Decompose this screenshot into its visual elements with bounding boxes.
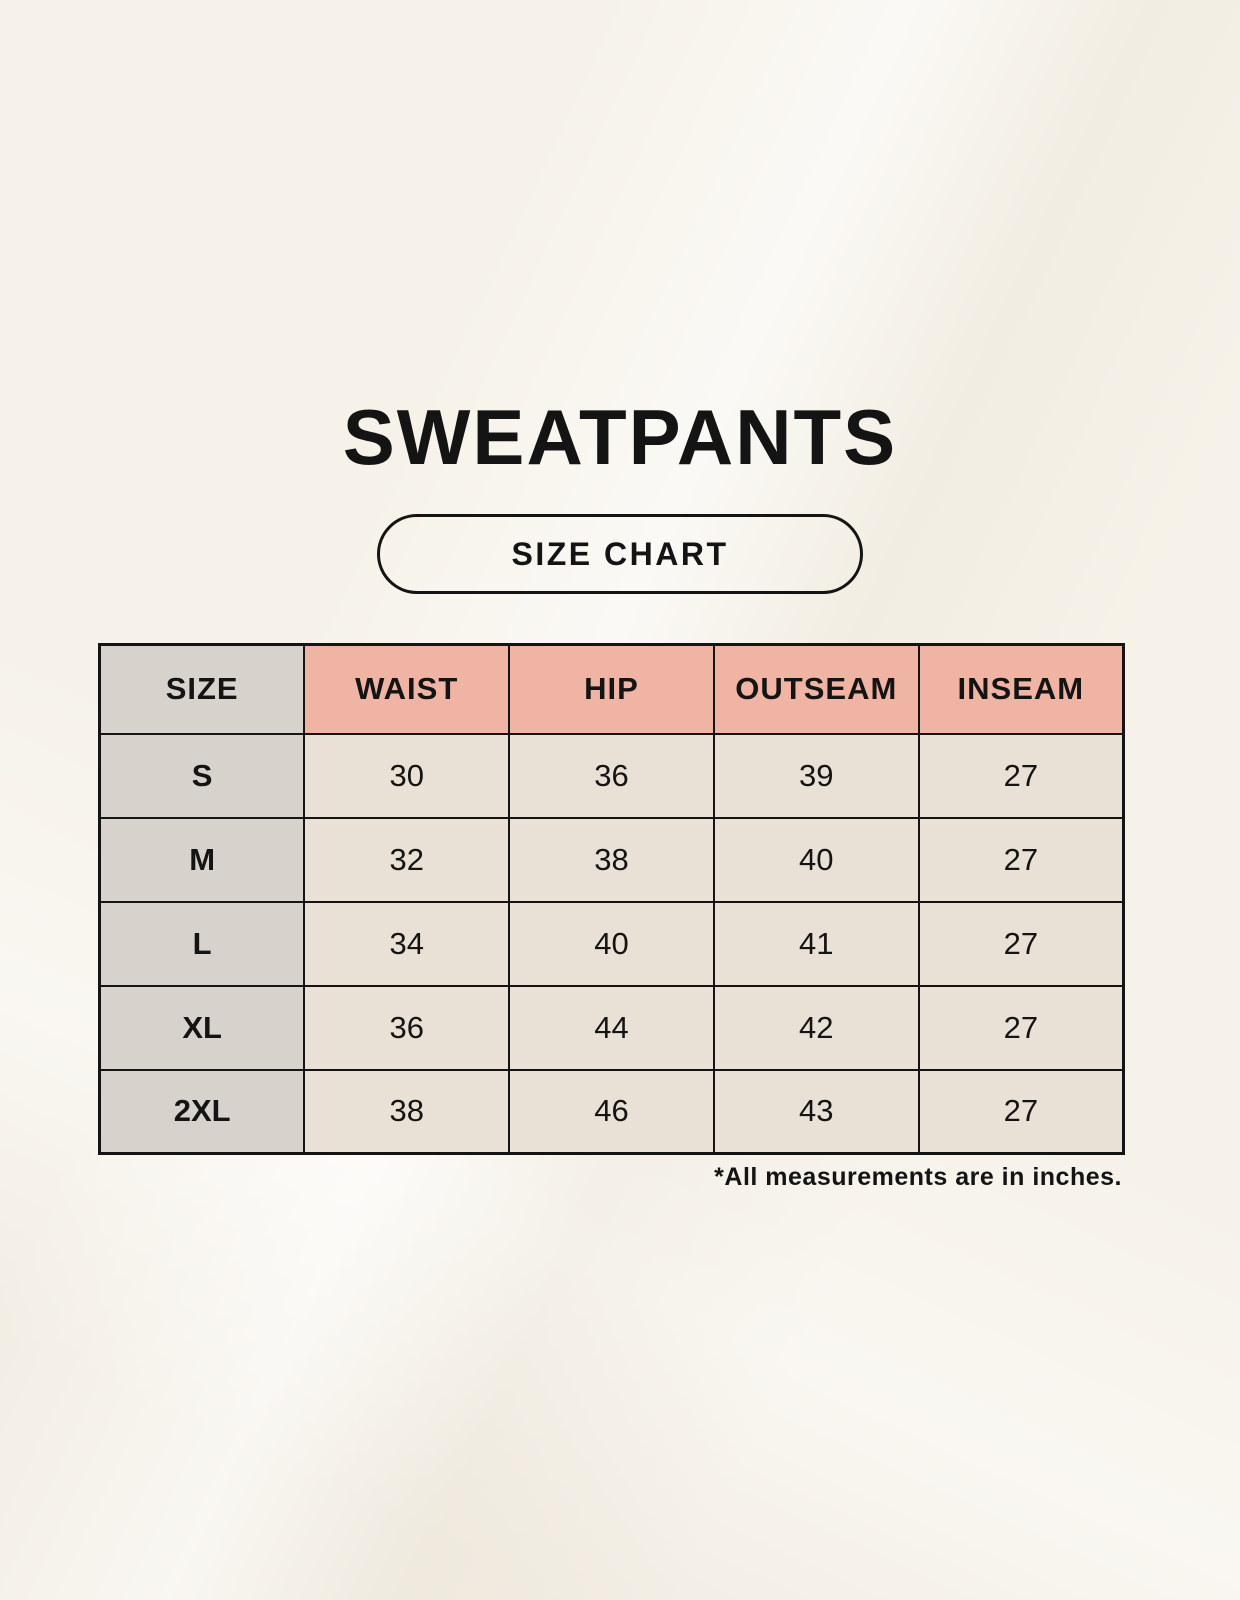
inseam-value: 27 <box>919 1070 1124 1154</box>
waist-value: 38 <box>304 1070 509 1154</box>
table-row <box>100 1070 1124 1154</box>
page-title: SWEATPANTS <box>342 393 898 481</box>
size-chart-badge <box>377 514 863 594</box>
outseam-value: 39 <box>714 734 919 818</box>
hip-value: 38 <box>509 818 714 902</box>
hip-value: 36 <box>509 734 714 818</box>
inseam-value: 27 <box>919 986 1124 1070</box>
size-label: XL <box>100 986 305 1070</box>
waist-value: 30 <box>304 734 509 818</box>
table-row <box>100 986 1124 1070</box>
table-row <box>100 734 1124 818</box>
hip-value: 46 <box>509 1070 714 1154</box>
size-label: 2XL <box>100 1070 305 1154</box>
size-chart-badge-label: SIZE CHART <box>511 535 729 572</box>
outseam-value: 42 <box>714 986 919 1070</box>
waist-value: 36 <box>304 986 509 1070</box>
inseam-value: 27 <box>919 902 1124 986</box>
header-waist: WAIST <box>304 645 509 734</box>
waist-value: 34 <box>304 902 509 986</box>
inseam-value: 27 <box>919 734 1124 818</box>
size-table <box>98 643 1125 1155</box>
header-outseam: OUTSEAM <box>714 645 919 734</box>
header-hip: HIP <box>509 645 714 734</box>
header-size: SIZE <box>100 645 305 734</box>
measurement-note: *All measurements are in inches. <box>714 1163 1122 1191</box>
size-label: L <box>100 902 305 986</box>
hip-value: 44 <box>509 986 714 1070</box>
outseam-value: 40 <box>714 818 919 902</box>
waist-value: 32 <box>304 818 509 902</box>
outseam-value: 41 <box>714 902 919 986</box>
table-header-row <box>100 645 1124 734</box>
hip-value: 40 <box>509 902 714 986</box>
size-label: S <box>100 734 305 818</box>
outseam-value: 43 <box>714 1070 919 1154</box>
size-label: M <box>100 818 305 902</box>
table-row <box>100 818 1124 902</box>
header-inseam: INSEAM <box>919 645 1124 734</box>
table-row <box>100 902 1124 986</box>
inseam-value: 27 <box>919 818 1124 902</box>
